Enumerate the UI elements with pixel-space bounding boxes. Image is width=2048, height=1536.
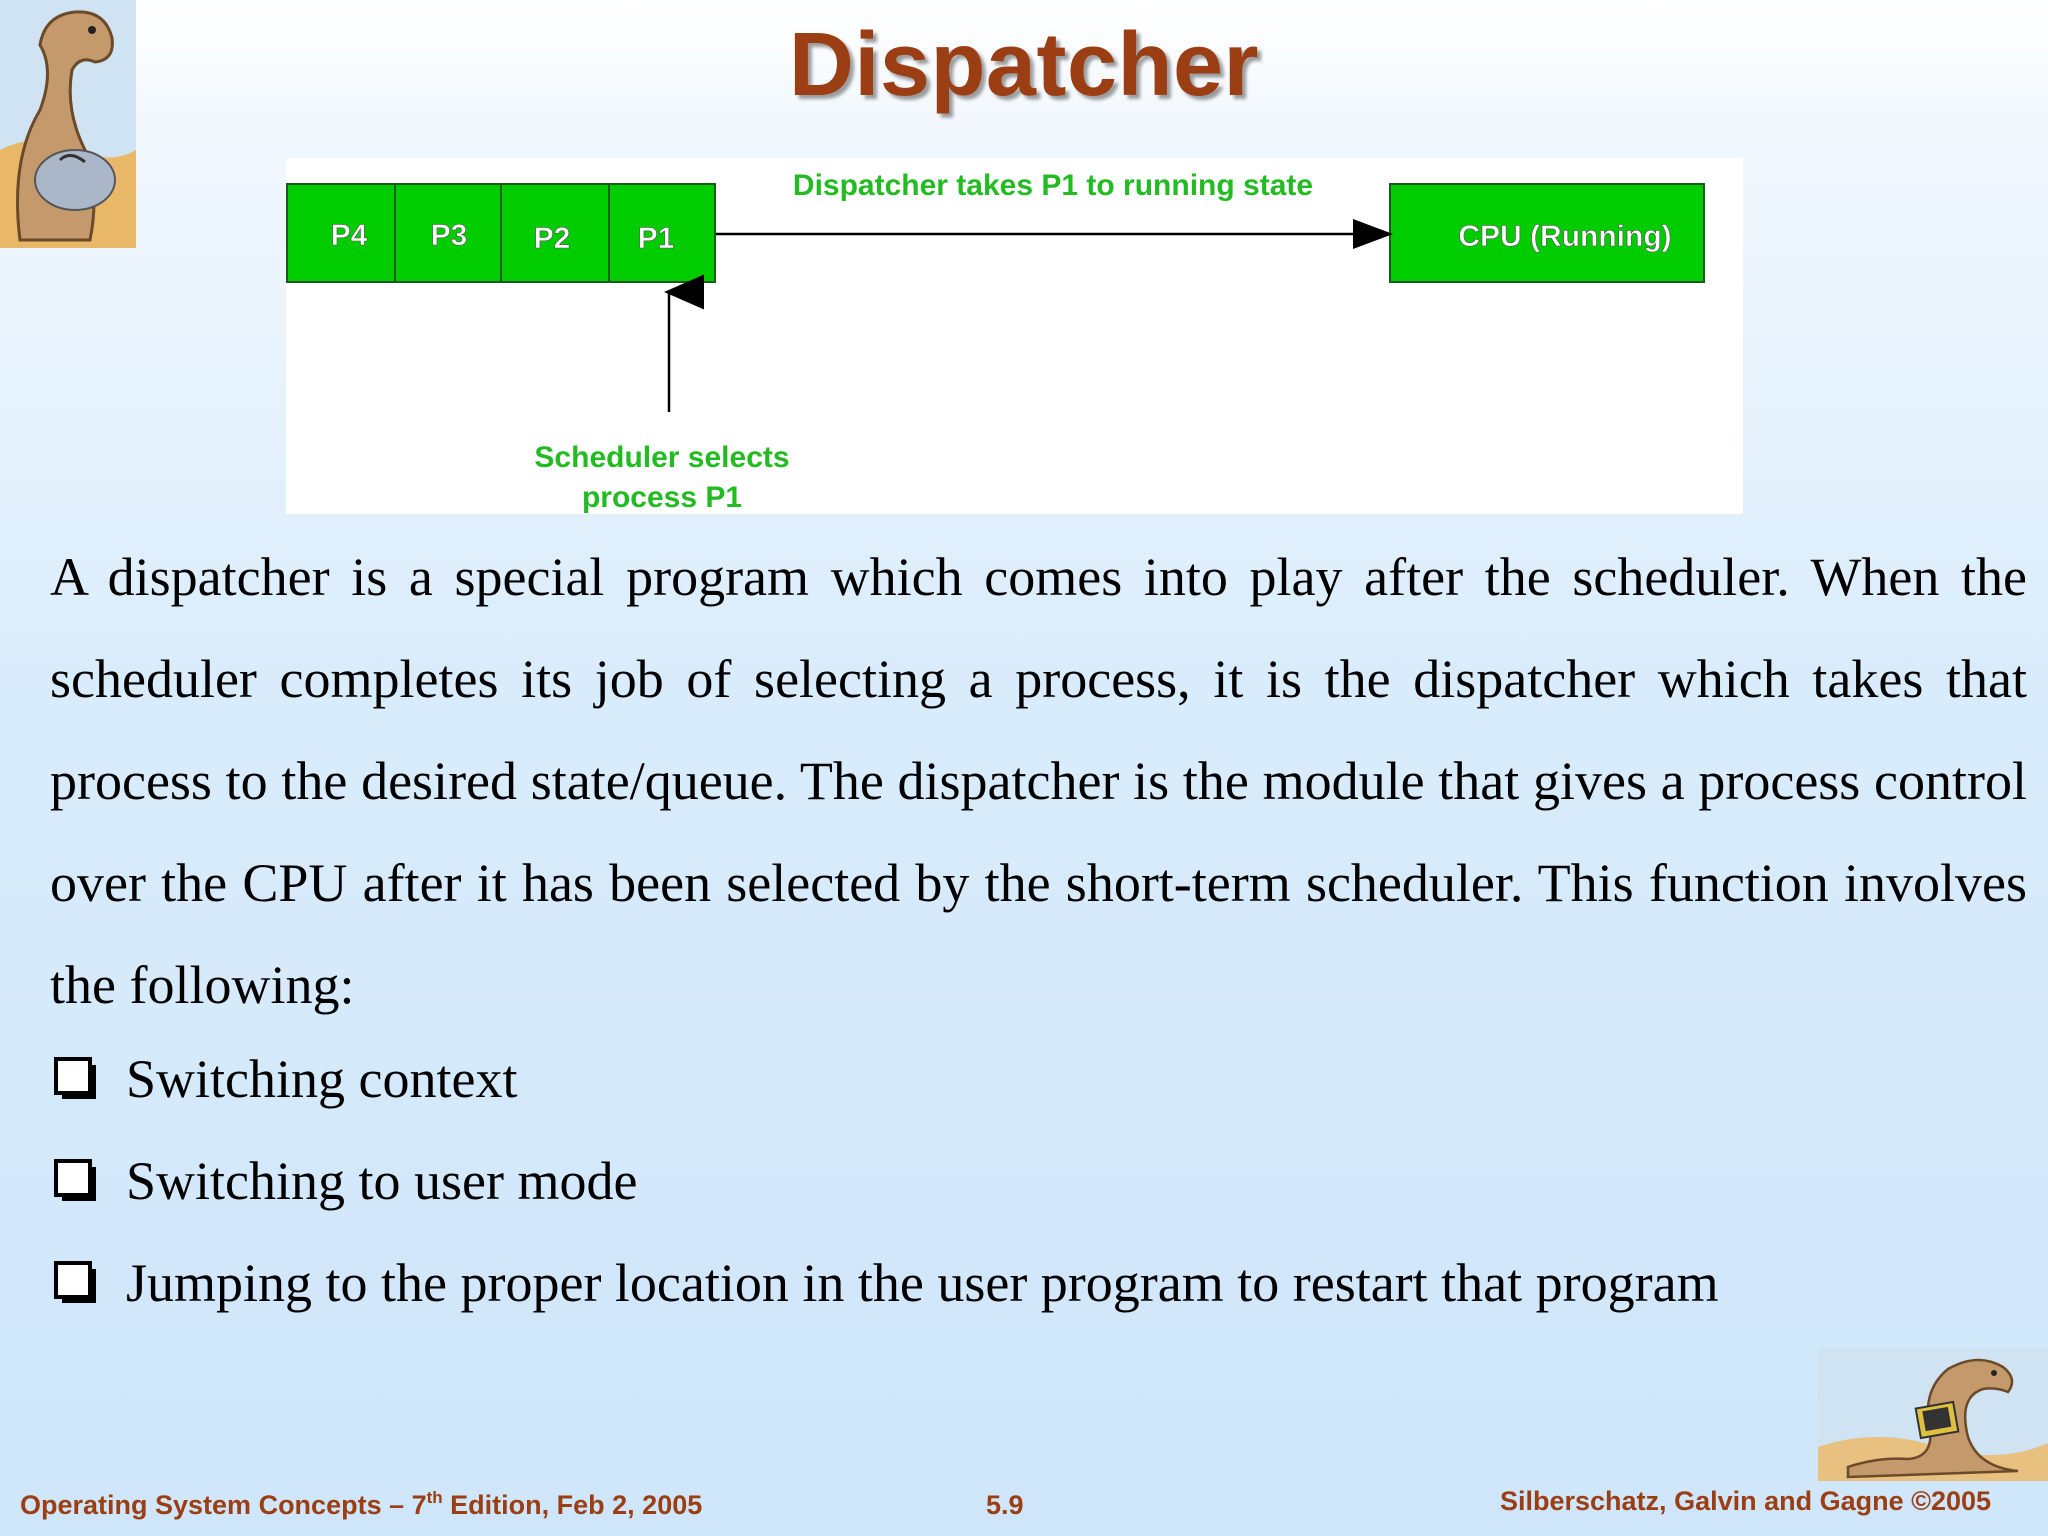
dinosaur-logo-bottom-right <box>1818 1347 2048 1481</box>
bullet-item <box>50 1028 2027 1130</box>
footer-page-number: 5.9 <box>986 1490 1024 1520</box>
cpu-label: CPU (Running) <box>1458 220 1672 253</box>
footer-copyright: Silberschatz, Galvin and Gagne ©2005 <box>1500 1486 1992 1516</box>
checkbox-icon <box>50 1156 126 1206</box>
footer-book-title: Operating System Concepts – 7th Edition, Feb 2, 2005 <box>20 1488 703 1520</box>
bullet-list <box>50 1028 2027 1334</box>
dispatcher-diagram <box>286 158 1743 514</box>
slide-title: Dispatcher <box>788 15 1260 115</box>
checkbox-icon <box>50 1054 126 1104</box>
bullet-item <box>50 1130 2027 1232</box>
scheduler-label-line2: process P1 <box>581 481 743 514</box>
bullet-text: Switching to user mode <box>126 1151 638 1211</box>
ready-queue <box>287 184 715 282</box>
queue-label-p1: P1 <box>637 222 675 255</box>
body-paragraph: A dispatcher is a special program which comes into play after the scheduler. When the scheduler completes its job of selecting a process, it is the dispatcher which takes that process to the desired state/queue. The dispatcher is the module that gives a process control over the CPU after it has been selected by the short-term scheduler. This function involves the following: <box>50 547 2027 1015</box>
bullet-item <box>50 1232 2027 1334</box>
checkbox-icon <box>50 1258 126 1308</box>
dispatcher-label: Dispatcher takes P1 to running state <box>792 169 1314 202</box>
bullet-text: Switching context <box>126 1049 518 1109</box>
queue-label-p4: P4 <box>330 219 368 252</box>
bullet-text: Jumping to the proper location in the user program to restart that program <box>126 1253 1719 1313</box>
queue-label-p2: P2 <box>533 222 571 255</box>
queue-label-p3: P3 <box>430 219 468 252</box>
scheduler-label-line1: Scheduler selects <box>534 441 790 474</box>
